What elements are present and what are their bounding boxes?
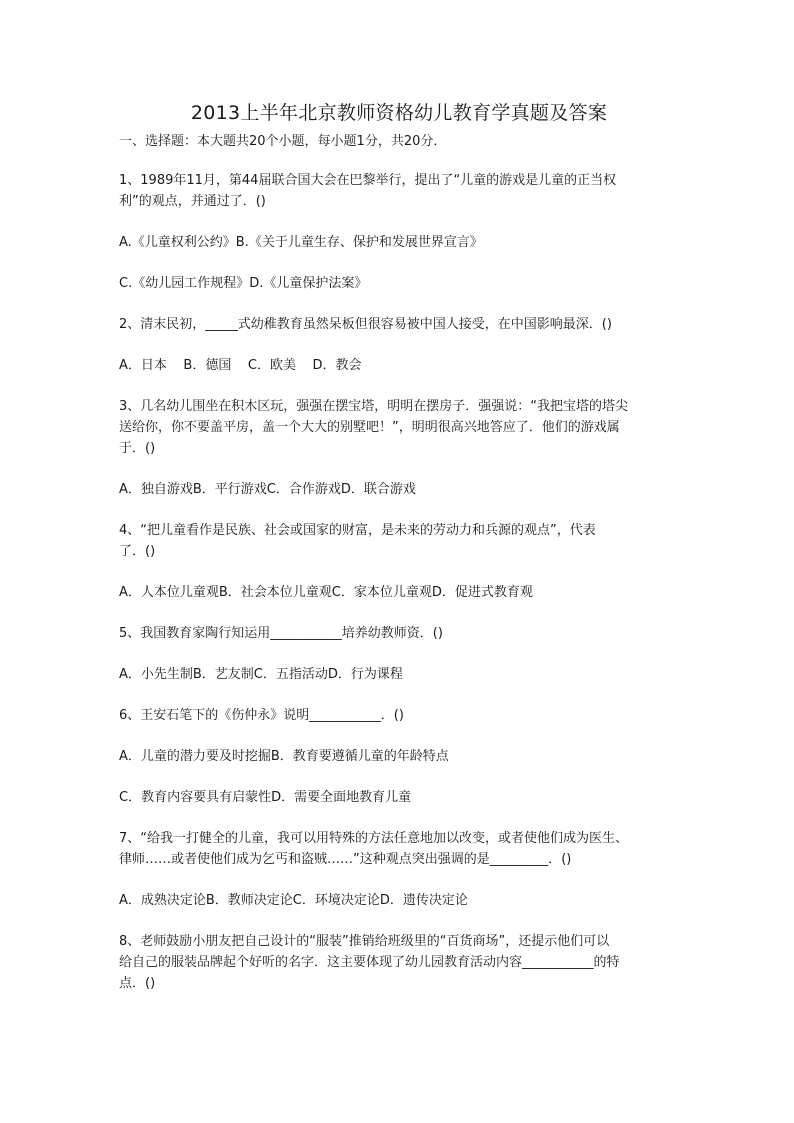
options-2: A．日本 B．德国 C．欧美 D．教会	[119, 358, 362, 373]
section-intro: 一、选择题：本大题共20个小题，每小题1分，共20分．	[119, 134, 447, 149]
document-title: 2013上半年北京教师资格幼儿教育学真题及答案	[190, 102, 608, 124]
question-list	[119, 170, 679, 994]
options-3: A．独自游戏B．平行游戏C．合作游戏D．联合游戏	[119, 482, 416, 497]
options-6a: A．儿童的潜力要及时挖掘B．教育要遵循儿童的年龄特点	[119, 749, 449, 764]
question-4: 4、“把儿童看作是民族、社会或国家的财富，是未来的劳动力和兵源的观点”，代表 了．()	[119, 523, 596, 559]
options-5: A．小先生制B．艺友制C．五指活动D．行为课程	[119, 667, 403, 682]
options-4: A．人本位儿童观B．社会本位儿童观C．家本位儿童观D．促进式教育观	[119, 585, 533, 600]
question-8: 8、老师鼓励小朋友把自己设计的“服装”推销给班级里的“百货商场”，还提示他们可以 给自己的服装品牌起个好听的名字．这主要体现了幼儿园教育活动内容___________的特 点．()	[119, 934, 620, 991]
question-2: 2、清末民初，_____式幼稚教育虽然呆板但很容易被中国人接受，在中国影响最深．()	[119, 317, 612, 332]
options-1b: C.《幼儿园工作规程》D.《儿童保护法案》	[119, 276, 368, 291]
document-page	[119, 100, 679, 1014]
options-7: A．成熟决定论B．教师决定论C．环境决定论D．遗传决定论	[119, 893, 468, 908]
options-6b: C．教育内容要具有启蒙性D．需要全面地教育儿童	[119, 790, 412, 805]
question-1: 1、1989年11月，第44届联合国大会在巴黎举行，提出了“儿童的游戏是儿童的正当权 利”的观点，并通过了．()	[119, 173, 617, 209]
question-7: 7、“给我一打健全的儿童，我可以用特殊的方法任意地加以改变，或者使他们成为医生、 律师……或者使他们成为乞丐和盗贼……”这种观点突出强调的是_________．()	[119, 831, 629, 867]
question-5: 5、我国教育家陶行知运用___________培养幼教师资．()	[119, 626, 443, 641]
question-6: 6、王安石笔下的《伤仲永》说明___________．()	[119, 708, 404, 723]
question-3: 3、几名幼儿围坐在积木区玩，强强在摆宝塔，明明在摆房子．强强说：“我把宝塔的塔尖 送给你，你不要盖平房，盖一个大大的别墅吧！”，明明很高兴地答应了．他们的游戏属 于．()	[119, 399, 629, 456]
options-1a: A.《儿童权利公约》B.《关于儿童生存、保护和发展世界宣言》	[119, 235, 483, 250]
